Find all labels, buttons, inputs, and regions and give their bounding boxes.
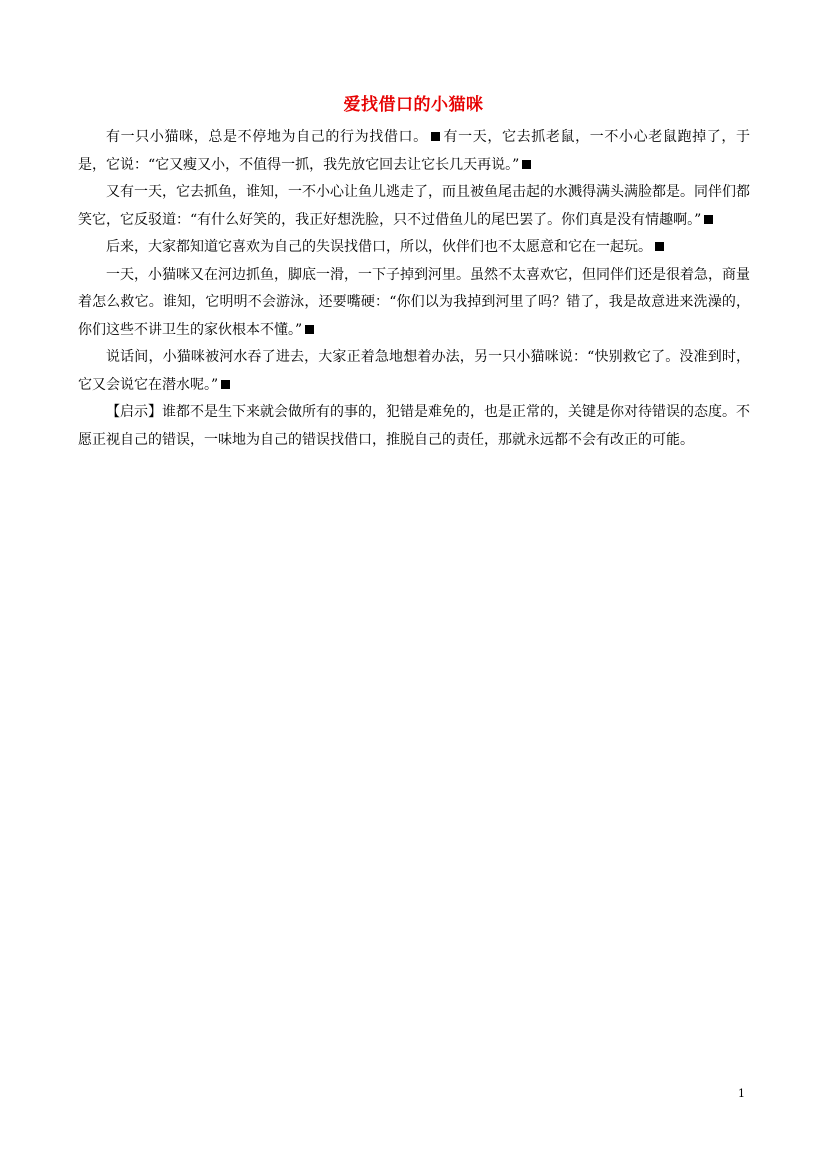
document-body xyxy=(78,124,750,454)
square-mark-icon xyxy=(431,132,440,141)
paragraph-text: 后来，大家都知道它喜欢为自己的失误找借口，所以，伙伴们也不太愿意和它在一起玩。 xyxy=(106,239,652,255)
paragraph-moral xyxy=(78,399,750,454)
paragraph-1 xyxy=(78,124,750,179)
document-title: 爱找借口的小猫咪 xyxy=(343,95,484,115)
paragraph-text: 一天，小猫咪又在河边抓鱼，脚底一滑，一下子掉到河里。虽然不太喜欢它，但同伴们还是很着急，商量着怎么救它。谁知，它明明不会游泳，还要嘴硬：“你们以为我掉到河里了吗？错了，我是故意进来洗澡的，你们这些不讲卫生的家伙根本不懂。” xyxy=(78,266,750,338)
square-mark-icon xyxy=(704,215,713,224)
square-mark-icon xyxy=(522,160,531,169)
paragraph-text: 又有一天，它去抓鱼，谁知，一不小心让鱼儿逃走了，而且被鱼尾击起的水溅得满头满脸都是。同伴们都笑它，它反驳道：“有什么好笑的，我正好想洗脸，只不过借鱼儿的尾巴罢了。你们真是没有情趣啊。” xyxy=(78,184,750,228)
paragraph-text: 【启示】谁都不是生下来就会做所有的事的，犯错是难免的，也是正常的，关键是你对待错误的态度。不愿正视自己的错误，一味地为自己的错误找借口，推脱自己的责任，那就永远都不会有改正的可能。 xyxy=(78,404,750,448)
paragraph-text: 有一只小猫咪，总是不停地为自己的行为找借口。 xyxy=(106,129,428,145)
paragraph-2 xyxy=(78,179,750,234)
paragraph-3 xyxy=(78,234,750,262)
square-mark-icon xyxy=(305,325,314,334)
paragraph-text: 说话间，小猫咪被河水吞了进去，大家正着急地想着办法，另一只小猫咪说：“快别救它了。没准到时，它又会说它在潜水呢。” xyxy=(78,349,750,393)
square-mark-icon xyxy=(221,380,230,389)
page-number: 1 xyxy=(738,1087,745,1100)
paragraph-5 xyxy=(78,344,750,399)
paragraph-4 xyxy=(78,262,750,345)
square-mark-icon xyxy=(655,242,664,251)
paragraph-text: 有一天，它去抓老鼠，一不小心老鼠跑掉了，于是，它说：“它又瘦又小，不值得一抓，我先放它回去让它长几天再说。” xyxy=(78,129,750,173)
